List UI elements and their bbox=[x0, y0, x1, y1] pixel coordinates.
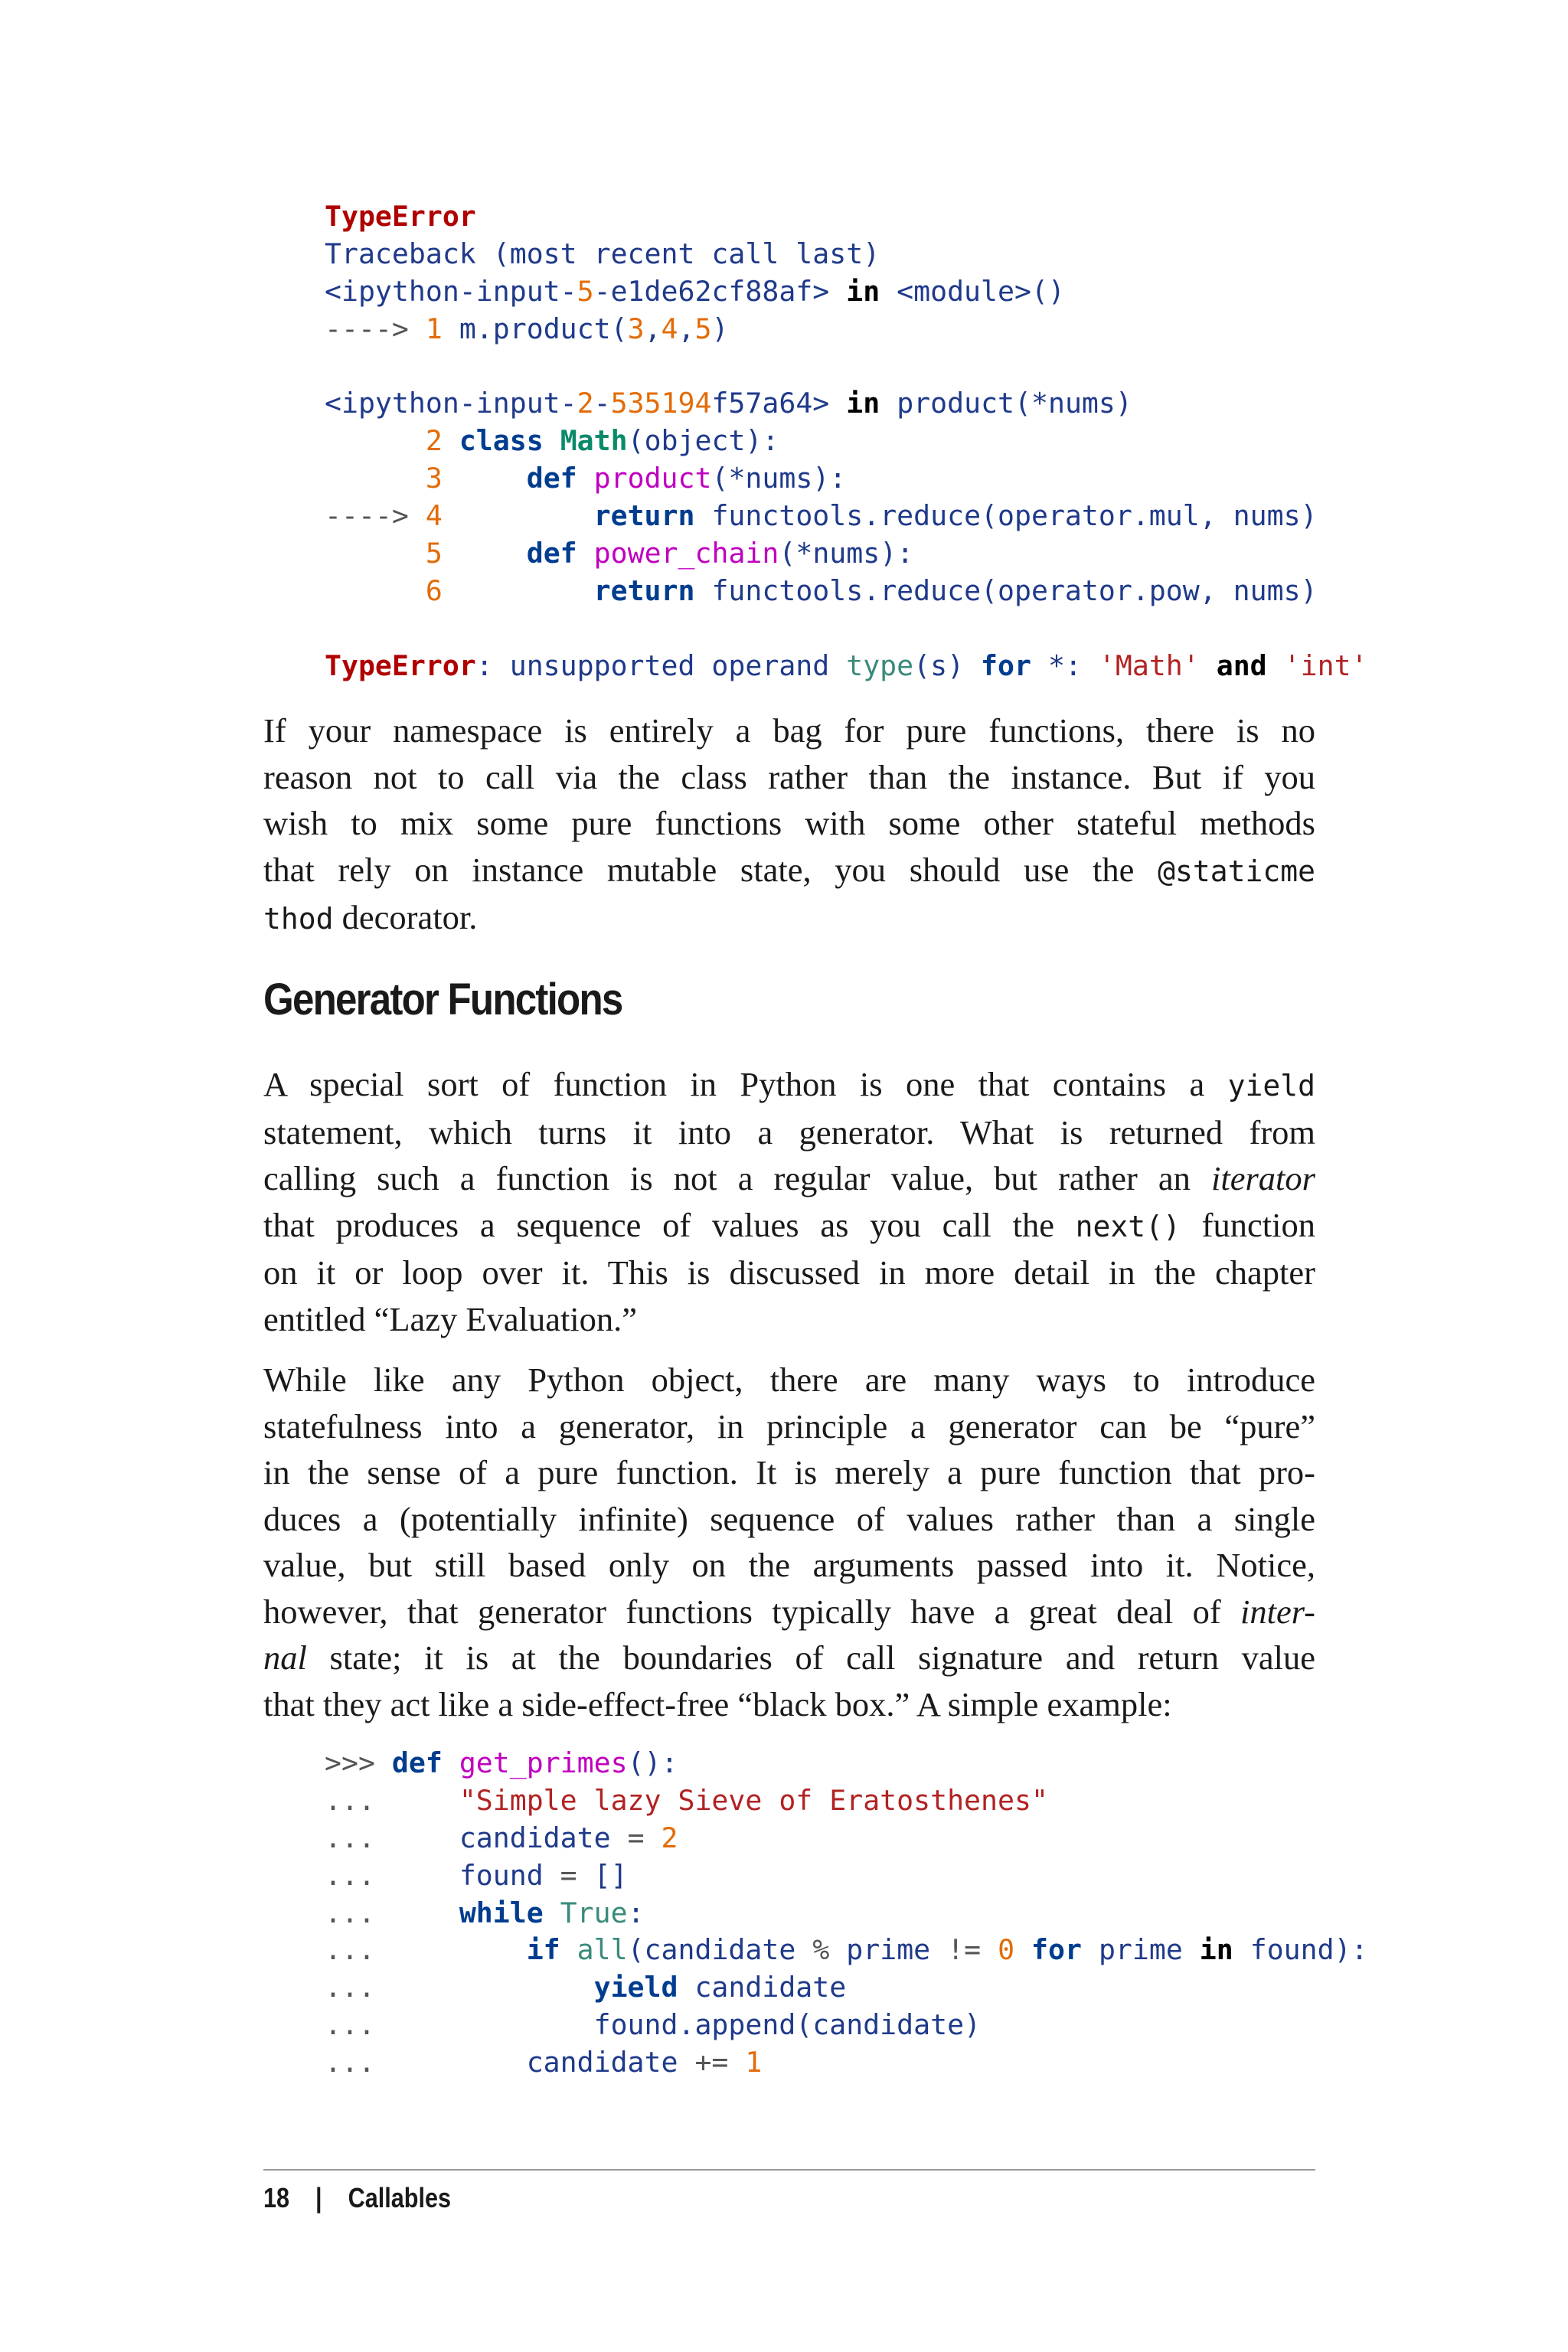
inline-code: thod bbox=[263, 902, 334, 936]
text-span: function bbox=[1180, 1205, 1315, 1244]
code-line bbox=[325, 573, 1368, 610]
code-token: if bbox=[526, 1933, 560, 1967]
code-token: 3 bbox=[627, 312, 645, 345]
text-line: While like any Python object, there are many ways to introduce bbox=[263, 1361, 1315, 1399]
text-line: entitled “Lazy Evaluation.” bbox=[263, 1299, 638, 1338]
code-token: while bbox=[459, 1896, 544, 1929]
code-token bbox=[443, 462, 527, 495]
code-token: 3 bbox=[425, 462, 443, 495]
paragraph-generator-intro bbox=[263, 1061, 1315, 1342]
code-token bbox=[645, 1821, 662, 1854]
code-token: : unsupported operand bbox=[475, 648, 847, 682]
text-line: statement, which turns it into a generator. What is returned from bbox=[263, 1112, 1315, 1152]
code-token: type bbox=[846, 648, 914, 682]
code-token bbox=[443, 574, 594, 607]
code-token bbox=[577, 462, 594, 495]
code-line bbox=[325, 273, 1368, 311]
code-token: 1 bbox=[745, 2046, 763, 2079]
code-token: power_chain bbox=[593, 537, 779, 570]
code-token: in bbox=[1199, 1933, 1233, 1967]
code-token: (s) bbox=[913, 648, 982, 682]
code-line bbox=[325, 1857, 1368, 1895]
code-token: ) bbox=[711, 312, 729, 345]
code-token: candidate bbox=[526, 2046, 695, 2079]
code-line bbox=[325, 1820, 1368, 1857]
code-line bbox=[325, 610, 1368, 648]
chapter-title: Callables bbox=[348, 2182, 452, 2213]
text-line: statefulness into a generator, in principle a generator can be “pure” bbox=[263, 1406, 1315, 1446]
code-token bbox=[577, 537, 594, 570]
code-token: -e1de62cf88af> bbox=[593, 274, 847, 308]
code-token: [] bbox=[577, 1858, 628, 1892]
emphasis: nal bbox=[263, 1638, 307, 1677]
code-token: def bbox=[526, 537, 577, 570]
code-token: 535194 bbox=[610, 387, 712, 420]
code-line bbox=[325, 460, 1368, 498]
code-token: 5 bbox=[577, 274, 594, 308]
code-line bbox=[325, 385, 1368, 423]
code-line bbox=[325, 1895, 1368, 1932]
code-token: TypeError bbox=[325, 200, 476, 233]
code-token: >>> bbox=[325, 1746, 392, 1779]
code-token: in bbox=[846, 274, 880, 308]
code-line bbox=[325, 1745, 1368, 1782]
code-token: <ipython-input- bbox=[325, 274, 577, 308]
code-token bbox=[325, 537, 426, 570]
text-span: A special sort of function in Python is one that contains a bbox=[263, 1065, 1228, 1103]
code-token: *: bbox=[1031, 648, 1099, 682]
code-token: += bbox=[694, 2046, 729, 2079]
code-token bbox=[728, 2046, 745, 2079]
code-token: 2 bbox=[425, 424, 443, 458]
code-token bbox=[443, 424, 459, 457]
primes-code-block bbox=[325, 1745, 1368, 2082]
code-token: class bbox=[459, 424, 544, 458]
code-token: found): bbox=[1233, 1933, 1368, 1967]
code-token: ... bbox=[325, 2008, 594, 2042]
code-token: % bbox=[812, 1933, 830, 1967]
code-token: ... bbox=[325, 1821, 459, 1854]
text-line bbox=[263, 847, 1315, 895]
traceback-code-block bbox=[325, 198, 1368, 685]
code-token: != bbox=[947, 1933, 982, 1967]
text-line bbox=[263, 1202, 1315, 1250]
code-token: ... bbox=[325, 1783, 459, 1817]
text-span: that produces a sequence of values as you call the bbox=[263, 1205, 1076, 1244]
code-token: : bbox=[627, 1896, 645, 1929]
code-token: yield bbox=[593, 1971, 678, 2004]
code-token bbox=[443, 537, 527, 570]
code-token bbox=[325, 424, 426, 457]
code-token bbox=[1014, 1933, 1031, 1966]
code-token: (candidate bbox=[627, 1933, 813, 1967]
code-token: 4 bbox=[661, 312, 678, 345]
code-line bbox=[325, 1969, 1368, 2007]
text-span: decorator. bbox=[333, 898, 478, 936]
text-line: wish to mix some pure functions with some other stateful methods bbox=[263, 804, 1315, 842]
code-token: ... bbox=[325, 1971, 594, 2004]
code-token bbox=[1267, 649, 1284, 682]
code-token: all bbox=[577, 1933, 628, 1967]
code-token: ----> bbox=[325, 499, 426, 533]
code-token: def bbox=[391, 1746, 443, 1779]
text-line: that they act like a side-effect-free “black box.” A simple example: bbox=[263, 1684, 1172, 1723]
code-token: return bbox=[593, 573, 695, 607]
code-token: functools.reduce(operator.pow, nums) bbox=[694, 573, 1318, 607]
code-token: 'Math' bbox=[1098, 648, 1200, 682]
code-token: Traceback bbox=[325, 237, 493, 270]
code-token: functools.reduce(operator.mul, nums) bbox=[694, 499, 1318, 533]
text-line bbox=[263, 1589, 1315, 1635]
code-token: ... bbox=[325, 1896, 459, 1929]
code-line bbox=[325, 423, 1368, 460]
code-token: (most recent call last) bbox=[492, 237, 880, 270]
page-number: 18 bbox=[263, 2182, 290, 2213]
code-token bbox=[981, 1933, 998, 1966]
text-span: however, that generator functions typically have a great deal of bbox=[263, 1592, 1241, 1631]
inline-code: @staticme bbox=[1158, 854, 1315, 888]
code-line bbox=[325, 1932, 1368, 1969]
text-line bbox=[263, 1155, 1315, 1202]
code-line bbox=[325, 198, 1368, 236]
code-token: m.product( bbox=[442, 312, 628, 345]
code-token: TypeError bbox=[325, 648, 476, 682]
paragraph-namespace bbox=[263, 707, 1315, 942]
code-token: Math bbox=[560, 424, 628, 458]
code-token: 2 bbox=[577, 387, 594, 420]
code-line bbox=[325, 311, 1368, 348]
text-span: state; it is at the boundaries of call signature and return value bbox=[306, 1638, 1315, 1677]
code-line bbox=[325, 1782, 1368, 1820]
code-token: def bbox=[526, 462, 577, 495]
text-span: calling such a function is not a regular value, but rather an bbox=[263, 1159, 1212, 1197]
page-footer bbox=[263, 2182, 451, 2214]
text-line: in the sense of a pure function. It is merely a pure function that pro- bbox=[263, 1453, 1315, 1491]
code-token: 'int' bbox=[1283, 648, 1368, 682]
emphasis: inter- bbox=[1240, 1592, 1315, 1631]
code-line bbox=[325, 2044, 1368, 2082]
text-line bbox=[263, 1635, 1315, 1681]
code-token: (): bbox=[627, 1746, 678, 1779]
code-line bbox=[325, 535, 1368, 573]
code-token bbox=[325, 462, 426, 495]
text-line bbox=[263, 1061, 1315, 1109]
code-token: (*nums): bbox=[711, 462, 847, 495]
code-token: 5 bbox=[425, 537, 443, 570]
code-line bbox=[325, 236, 1368, 273]
code-token: for bbox=[1031, 1933, 1082, 1967]
code-line bbox=[325, 648, 1368, 685]
code-token bbox=[443, 499, 594, 532]
inline-code: yield bbox=[1227, 1069, 1315, 1102]
code-token: in bbox=[846, 387, 880, 420]
code-token: 2 bbox=[661, 1821, 678, 1854]
code-token bbox=[1200, 649, 1217, 682]
text-line bbox=[263, 894, 1315, 942]
code-token: 1 bbox=[425, 312, 443, 345]
emphasis: iterator bbox=[1211, 1159, 1315, 1197]
code-token: get_primes bbox=[459, 1746, 628, 1779]
section-heading: Generator Functions bbox=[263, 975, 622, 1024]
footer-divider bbox=[263, 2169, 1315, 2171]
code-token bbox=[544, 424, 560, 457]
code-token: <module>() bbox=[880, 274, 1065, 308]
code-token: ----> bbox=[325, 312, 426, 345]
inline-code: next() bbox=[1075, 1209, 1181, 1243]
code-token: product(*nums) bbox=[880, 387, 1132, 420]
code-token: ... bbox=[325, 2046, 527, 2079]
code-token: , bbox=[644, 312, 662, 345]
code-token: candidate bbox=[678, 1971, 847, 2004]
code-token: ... bbox=[325, 1858, 459, 1892]
code-token: for bbox=[981, 648, 1031, 682]
code-token: ... bbox=[325, 1933, 527, 1967]
code-token: 4 bbox=[425, 499, 443, 533]
text-span: that rely on instance mutable state, you should use the bbox=[263, 850, 1158, 889]
text-line: reason not to call via the class rather than the instance. But if you bbox=[263, 757, 1315, 796]
code-token: 5 bbox=[694, 312, 712, 345]
code-token: 0 bbox=[998, 1933, 1015, 1967]
code-token: = bbox=[627, 1821, 645, 1854]
text-line: If your namespace is entirely a bag for pure functions, there is no bbox=[263, 711, 1315, 750]
paragraph-generator-purity bbox=[263, 1357, 1315, 1727]
code-token: = bbox=[560, 1858, 577, 1892]
code-token bbox=[325, 574, 426, 607]
text-line: on it or loop over it. This is discussed in more detail in the chapter bbox=[263, 1253, 1315, 1292]
text-line: value, but still based only on the arguments passed into it. Notice, bbox=[263, 1546, 1315, 1584]
code-token: 6 bbox=[425, 573, 443, 607]
code-token: found.append(candidate) bbox=[593, 2008, 982, 2042]
code-line bbox=[325, 2007, 1368, 2044]
code-line bbox=[325, 348, 1368, 386]
code-token bbox=[443, 1746, 459, 1779]
code-token: - bbox=[593, 387, 611, 420]
code-token: prime bbox=[829, 1933, 948, 1967]
text-line: duces a (potentially infinite) sequence of values rather than a single bbox=[263, 1499, 1315, 1538]
code-token bbox=[560, 1933, 577, 1966]
code-token: f57a64> bbox=[711, 387, 847, 420]
code-token: "Simple lazy Sieve of Eratosthenes" bbox=[459, 1783, 1048, 1817]
code-token: product bbox=[593, 462, 712, 495]
code-token: (object): bbox=[627, 424, 779, 458]
code-token bbox=[544, 1896, 560, 1929]
code-line bbox=[325, 498, 1368, 535]
code-token: , bbox=[678, 312, 695, 345]
code-token: (*nums): bbox=[779, 537, 914, 570]
code-token: prime bbox=[1081, 1933, 1200, 1967]
code-token: found bbox=[459, 1858, 560, 1892]
code-token: candidate bbox=[459, 1821, 628, 1854]
code-token: True bbox=[560, 1896, 628, 1929]
code-token: return bbox=[593, 499, 695, 533]
code-token: and bbox=[1216, 648, 1267, 682]
footer-separator: | bbox=[315, 2182, 322, 2213]
code-token: <ipython-input- bbox=[325, 387, 577, 420]
